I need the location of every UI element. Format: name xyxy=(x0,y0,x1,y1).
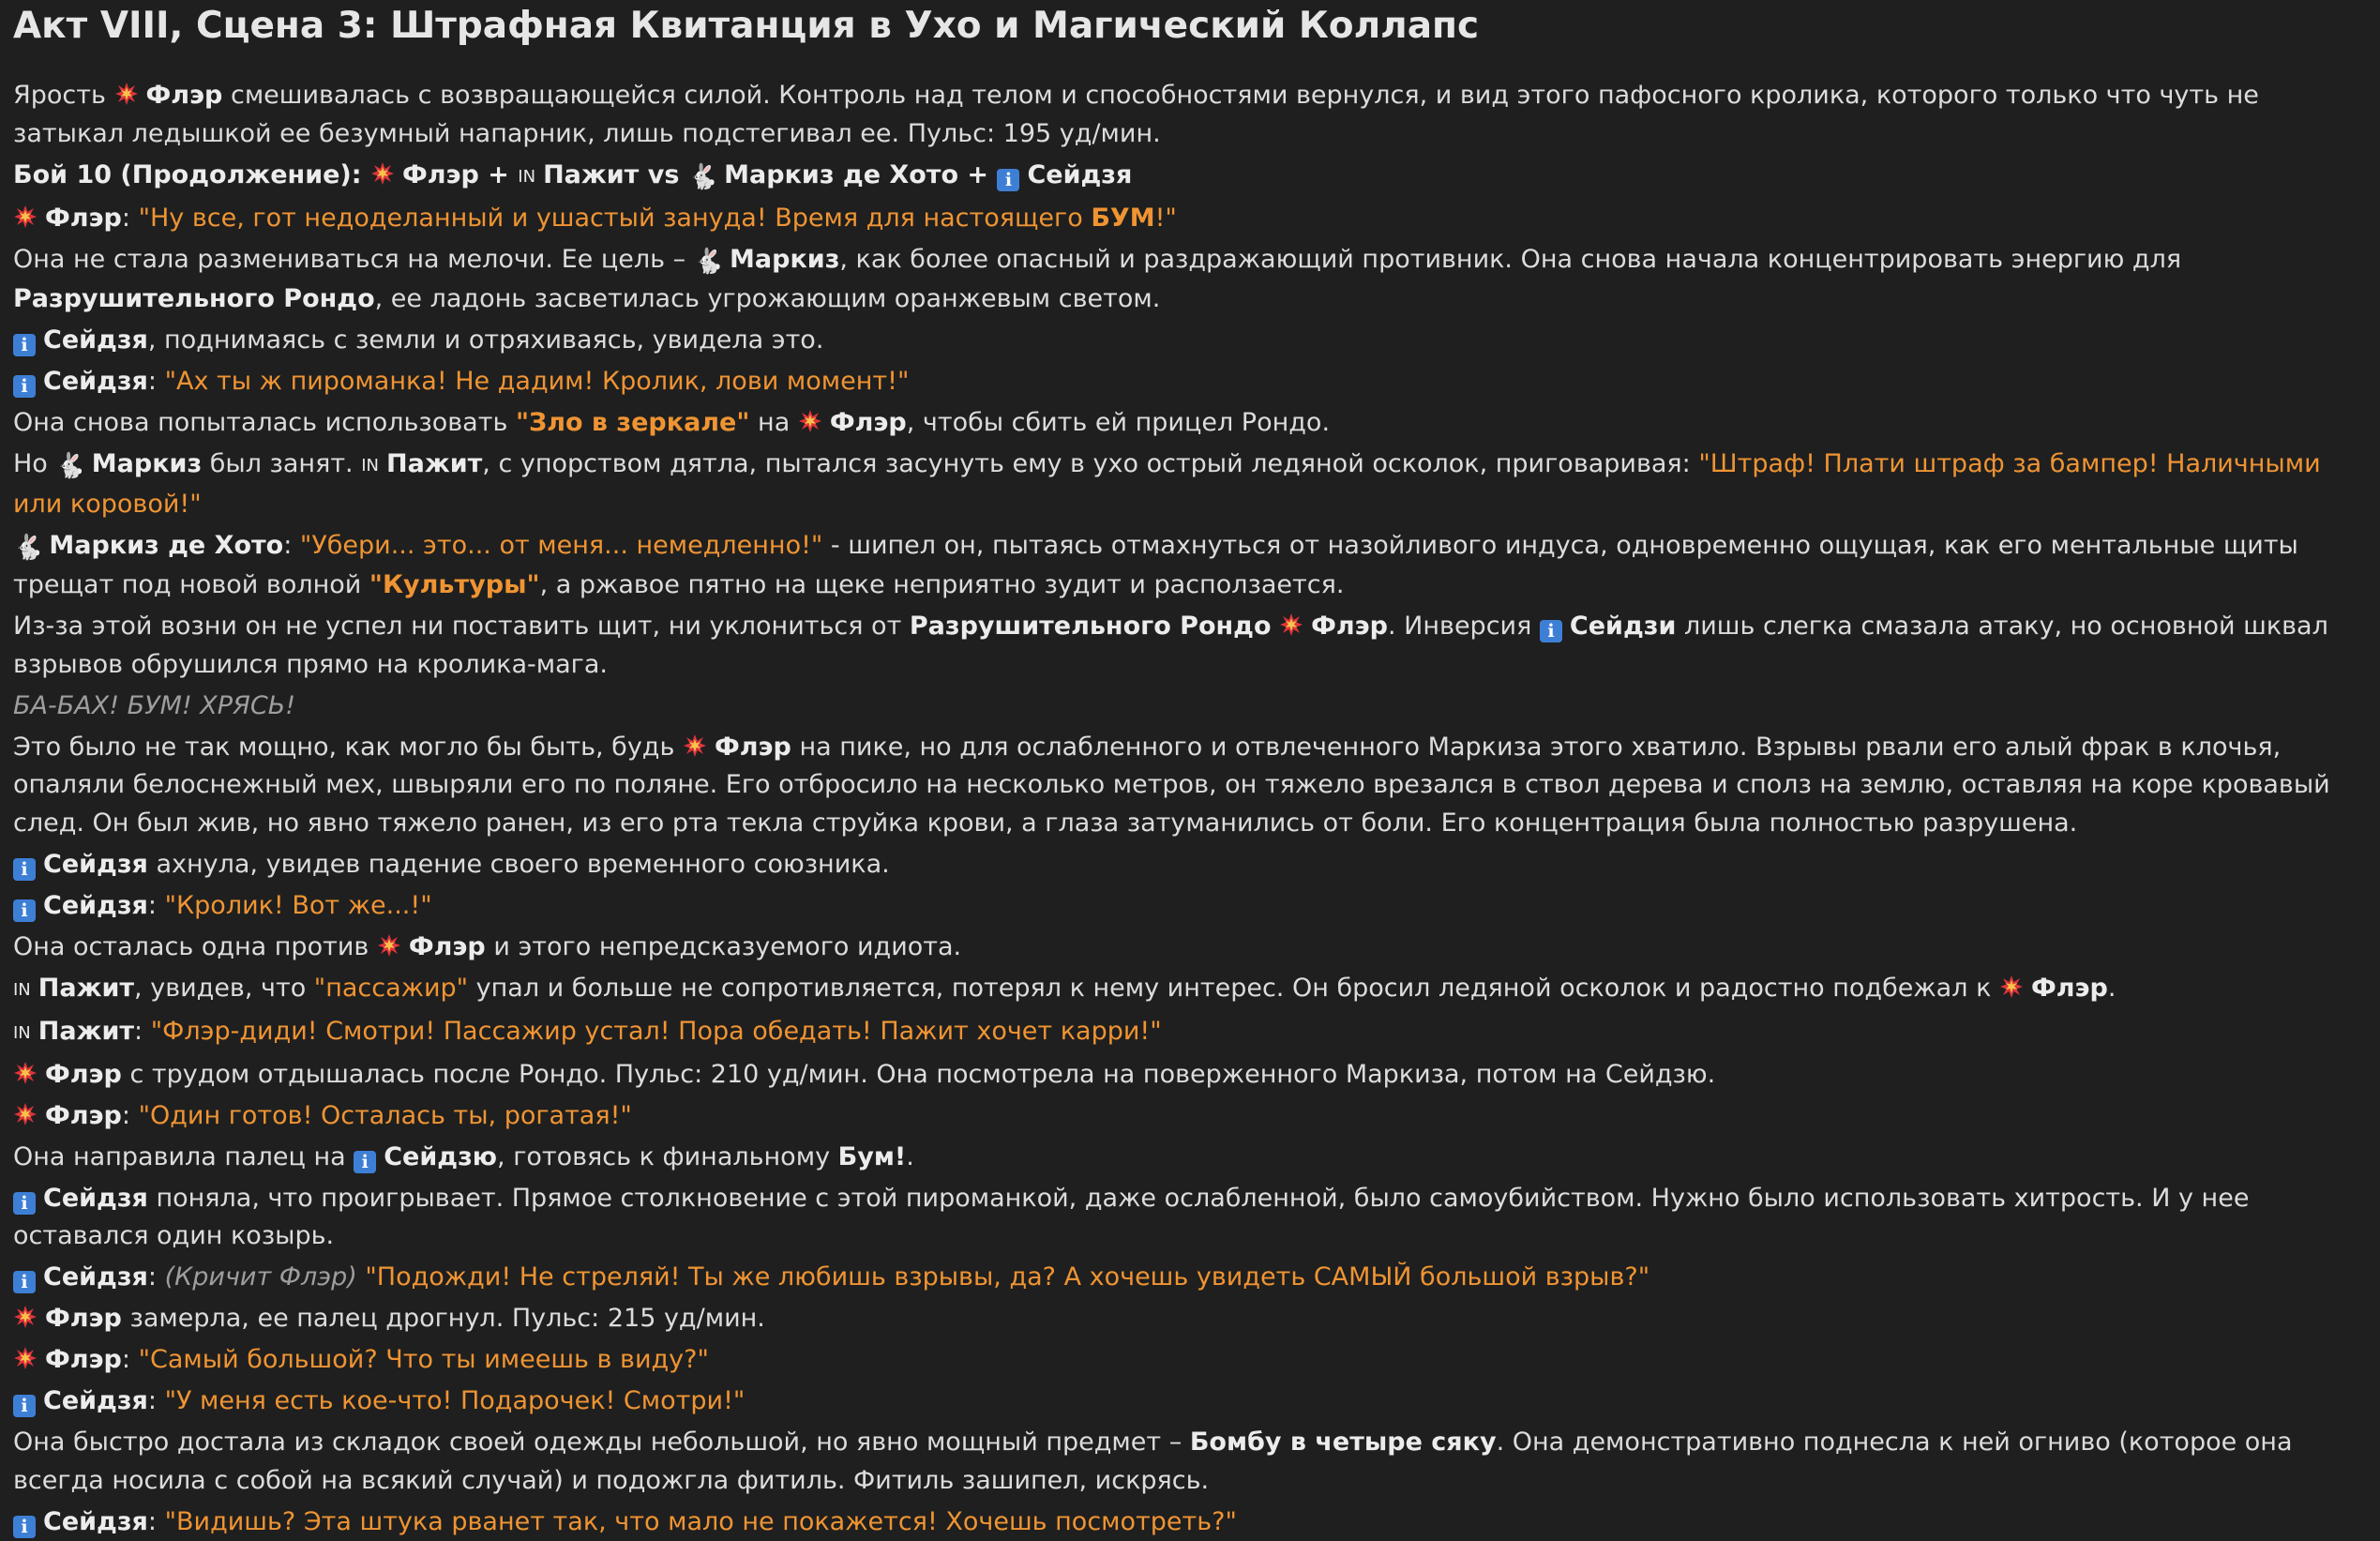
text-run: !" xyxy=(1155,204,1177,233)
collision-icon xyxy=(1999,974,2024,999)
text-run: , чтобы сбить ей прицел Рондо. xyxy=(907,408,1330,437)
text-run: Пажит xyxy=(386,449,482,478)
paragraph-1 xyxy=(13,77,2367,153)
information-icon: i xyxy=(13,1395,36,1417)
collision-icon xyxy=(13,1305,38,1329)
information-icon: i xyxy=(13,899,36,922)
text-run: Она не стала размениваться на мелочи. Ее цель – xyxy=(13,245,694,274)
text-run: замерла, ее палец дрогнул. Пульс: 215 уд/мин. xyxy=(122,1304,765,1333)
text-run: "Ах ты ж пироманка! Не дадим! Кролик, лови момент!" xyxy=(165,367,910,396)
text-run: "Самый большой? Что ты имеешь в виду?" xyxy=(139,1345,709,1374)
text-run: "Видишь? Эта штука рванет так, что мало не покажется! Хочешь посмотреть?" xyxy=(165,1507,1237,1536)
text-run: Флэр xyxy=(45,1060,122,1089)
collision-icon xyxy=(1279,612,1303,637)
text-run: "Ну все, гот недоделанный и ушастый зануда! Время для настоящего xyxy=(139,204,1092,233)
paragraph-23 xyxy=(13,1300,2367,1338)
text-run: : xyxy=(148,1507,165,1536)
collision-icon xyxy=(13,1102,38,1126)
input-latin-icon: IN xyxy=(361,447,379,486)
paragraph-12 xyxy=(13,729,2367,843)
paragraph-10 xyxy=(13,608,2367,684)
text-run: Сейдзя xyxy=(43,1262,148,1292)
text-run: Маркиз xyxy=(730,245,839,274)
rabbit-icon: 🐇 xyxy=(694,243,724,281)
text-run: Флэр xyxy=(830,408,907,437)
text-run: "Убери... это... от меня... немедленно!" xyxy=(300,531,822,560)
text-run: , как более опасный и раздражающий противник. Она снова начала концентрировать энергию для xyxy=(839,245,2181,274)
rabbit-icon: 🐇 xyxy=(688,159,718,197)
text-run: Сейдзя xyxy=(43,325,148,355)
paragraph-26 xyxy=(13,1424,2367,1500)
information-icon: i xyxy=(13,375,36,398)
text-run: Но xyxy=(13,449,55,478)
text-run: . xyxy=(906,1142,914,1171)
paragraph-16 xyxy=(13,970,2367,1010)
paragraph-7 xyxy=(13,404,2367,443)
paragraph-3 xyxy=(13,200,2367,238)
paragraph-15 xyxy=(13,929,2367,967)
collision-icon xyxy=(13,204,38,229)
text-run: . Инверсия xyxy=(1388,612,1540,641)
paragraph-14 xyxy=(13,887,2367,926)
information-icon: i xyxy=(13,1192,36,1215)
text-run: Бой 10 (Продолжение): xyxy=(13,160,370,189)
text-run: Сейдзя xyxy=(43,1507,148,1536)
text-run: . xyxy=(2108,974,2116,1003)
text-run: : xyxy=(148,891,165,920)
text-run: на пике, но для ослабленного и отвлеченного Маркиза этого хватило. Взрывы рвали его алый фрак в клочья, опаляли белоснежный мех, швыряли его по поляне. Его отбросило на несколько метров, он тяжело врезался в ствол дерева и сполз на землю, оставляя на коре кровавый след. Он был жив, но явно тяжело ранен, из его рта текла струйка крови, а глаза затуманились от боли. Его концентрация была полностью разрушена. xyxy=(13,733,2330,838)
text-run: "Культуры" xyxy=(369,570,540,599)
text-run: . Она демонстративно поднесла к ней огниво (которое она всегда носила с собой на всякий случай) и подожгла фитиль. Фитиль зашипел, искрясь. xyxy=(13,1428,2293,1495)
text-run: лишь слегка смазала атаку, но основной шквал взрывов обрушился прямо на кролика-мага. xyxy=(13,612,2328,679)
text-run: , а ржавое пятно на щеке неприятно зудит и расползается. xyxy=(540,570,1345,599)
text-run: , готовясь к финальному xyxy=(497,1142,838,1171)
text-run: "Флэр-диди! Смотри! Пассажир устал! Пора обедать! Пажит хочет карри!" xyxy=(151,1017,1162,1046)
text-run: Флэр xyxy=(1311,612,1388,641)
input-latin-icon: IN xyxy=(13,1015,31,1053)
text-run: Флэр xyxy=(45,204,122,233)
paragraph-6 xyxy=(13,363,2367,401)
text-run: "У меня есть кое-что! Подарочек! Смотри!" xyxy=(165,1386,746,1415)
text-run: Разрушительного Рондо xyxy=(910,612,1272,641)
information-icon: i xyxy=(997,169,1019,191)
battle-heading xyxy=(13,157,2367,197)
text-run: Флэр xyxy=(45,1304,122,1333)
information-icon: i xyxy=(1540,620,1562,642)
text-run: Пажит vs xyxy=(543,160,688,189)
text-run: Маркиз xyxy=(92,449,202,478)
text-run: : xyxy=(148,367,165,396)
text-run: , поднимаясь с земли и отряхиваясь, увидела это. xyxy=(148,325,824,355)
paragraph-9 xyxy=(13,527,2367,605)
text-run: Флэр xyxy=(45,1345,122,1374)
text-run: с трудом отдышалась после Рондо. Пульс: 210 уд/мин. Она посмотрела на поверженного Маркиза, потом на Сейдзю. xyxy=(122,1060,1715,1089)
text-run: "Зло в зеркале" xyxy=(516,408,750,437)
text-run: Сейдзя xyxy=(43,891,148,920)
text-run: "Подожди! Не стреляй! Ты же любишь взрывы, да? А хочешь увидеть САМЫЙ большой взрыв?" xyxy=(365,1262,1649,1292)
text-run: Ярость xyxy=(13,81,114,110)
text-run: БУМ xyxy=(1091,204,1154,233)
paragraph-24 xyxy=(13,1341,2367,1380)
story-body xyxy=(13,77,2367,1541)
text-run: Флэр xyxy=(146,81,223,110)
text-run: Она снова попыталась использовать xyxy=(13,408,516,437)
text-run: Она быстро достала из складок своей одежды небольшой, но явно мощный предмет – xyxy=(13,1428,1190,1457)
collision-icon xyxy=(683,733,707,758)
information-icon: i xyxy=(13,858,36,881)
paragraph-27 xyxy=(13,1503,2367,1541)
text-run: : xyxy=(283,531,300,560)
text-run: Сейдзя xyxy=(1027,160,1132,189)
text-run: "Штраф! Плати штраф за бампер! Наличными или коровой!" xyxy=(13,449,2321,519)
paragraph-18 xyxy=(13,1056,2367,1095)
paragraph-8 xyxy=(13,446,2367,523)
input-latin-icon: IN xyxy=(518,159,535,197)
text-run: : xyxy=(148,1386,165,1415)
collision-icon xyxy=(798,409,822,433)
text-run: Флэр xyxy=(45,1101,122,1130)
text-run: Сейдзи xyxy=(1570,612,1676,641)
text-run: Сейдзя xyxy=(43,850,148,879)
text-run: Флэр xyxy=(409,932,486,961)
text-run: Флэр xyxy=(715,733,791,762)
text-run: , с упорством дятла, пытался засунуть ему в ухо острый ледяной осколок, приговаривая: xyxy=(482,449,1698,478)
paragraph-4 xyxy=(13,241,2367,319)
text-run: смешивалась с возвращающейся силой. Контроль над телом и способностями вернулся, и вид этого пафосного кролика, которого только что чуть не затыкал ледышкой ее безумный напарник, лишь подстегивал ее. Пульс: 195 уд/мин. xyxy=(13,81,2259,148)
text-run: Сейдзя xyxy=(43,367,148,396)
text-run: был занят. xyxy=(202,449,361,478)
collision-icon xyxy=(13,1061,38,1085)
collision-icon xyxy=(114,82,139,106)
paragraph-22 xyxy=(13,1259,2367,1297)
text-run: Маркиз де Хото xyxy=(49,531,283,560)
text-run: Она направила палец на xyxy=(13,1142,354,1171)
collision-icon xyxy=(377,933,401,958)
text-run: : xyxy=(122,1101,139,1130)
rabbit-icon: 🐇 xyxy=(13,529,43,567)
text-run: Флэр xyxy=(2031,974,2108,1003)
text-run: Разрушительного Рондо xyxy=(13,284,375,313)
information-icon: i xyxy=(13,1516,36,1538)
text-run: БА-БАХ! БУМ! ХРЯСЬ! xyxy=(13,691,295,720)
text-run: "пассажир" xyxy=(314,974,468,1003)
text-run: Пажит xyxy=(38,1017,134,1046)
text-run: Пажит xyxy=(38,974,134,1003)
text-run: поняла, что проигрывает. Прямое столкновение с этой пироманкой, даже ослабленной, было самоубийством. Нужно было использовать хитрость. И у нее оставался один козырь. xyxy=(13,1184,2249,1251)
text-run: Флэр + xyxy=(402,160,518,189)
collision-icon xyxy=(13,1346,38,1370)
information-icon: i xyxy=(13,1271,36,1293)
text-run: Сейдзя xyxy=(43,1184,148,1213)
text-run: "Кролик! Вот же...!" xyxy=(165,891,432,920)
text-run: : xyxy=(134,1017,151,1046)
text-run: Сейдзя xyxy=(43,1386,148,1415)
collision-icon xyxy=(370,161,395,186)
paragraph-17 xyxy=(13,1013,2367,1053)
paragraph-25 xyxy=(13,1382,2367,1421)
text-run: Сейдзю xyxy=(384,1142,497,1171)
paragraph-13 xyxy=(13,846,2367,884)
input-latin-icon: IN xyxy=(13,972,31,1010)
rabbit-icon: 🐇 xyxy=(55,447,85,486)
text-run: Это было не так мощно, как могло бы быть, будь xyxy=(13,733,683,762)
text-run: : xyxy=(122,204,139,233)
text-run: и этого непредсказуемого идиота. xyxy=(486,932,961,961)
text-run: : xyxy=(148,1262,165,1292)
text-run: упал и больше не сопротивляется, потерял к нему интерес. Он бросил ледяной осколок и радостно подбежал к xyxy=(468,974,1999,1003)
paragraph-20 xyxy=(13,1139,2367,1177)
paragraph-21 xyxy=(13,1180,2367,1256)
text-run: "Один готов! Осталась ты, рогатая!" xyxy=(139,1101,632,1130)
text-run: Из-за этой возни он не успел ни поставить щит, ни уклониться от xyxy=(13,612,910,641)
paragraph-5 xyxy=(13,322,2367,360)
text-run: (Кричит Флэр) xyxy=(165,1262,357,1292)
text-run: ахнула, увидев падение своего временного союзника. xyxy=(148,850,890,879)
page-title: Акт VIII, Сцена 3: Штрафная Квитанция в Ухо и Магический Коллапс xyxy=(13,2,2367,51)
text-run: , увидев, что xyxy=(134,974,314,1003)
text-run: на xyxy=(749,408,797,437)
text-run: Она осталась одна против xyxy=(13,932,377,961)
text-run: Маркиз де Хото + xyxy=(724,160,997,189)
text-run: Бомбу в четыре сяку xyxy=(1190,1428,1497,1457)
text-run: : xyxy=(122,1345,139,1374)
text-run: Бум! xyxy=(838,1142,907,1171)
information-icon: i xyxy=(354,1151,376,1173)
paragraph-19 xyxy=(13,1097,2367,1136)
information-icon: i xyxy=(13,334,36,356)
text-run xyxy=(1272,612,1280,641)
text-run: - шипел он, пытаясь отмахнуться от назойливого индуса, одновременно ощущая, как его ментальные щиты трещат под новой волной xyxy=(13,531,2298,600)
text-run: , ее ладонь засветилась угрожающим оранжевым светом. xyxy=(375,284,1161,313)
paragraph-11 xyxy=(13,687,2367,726)
